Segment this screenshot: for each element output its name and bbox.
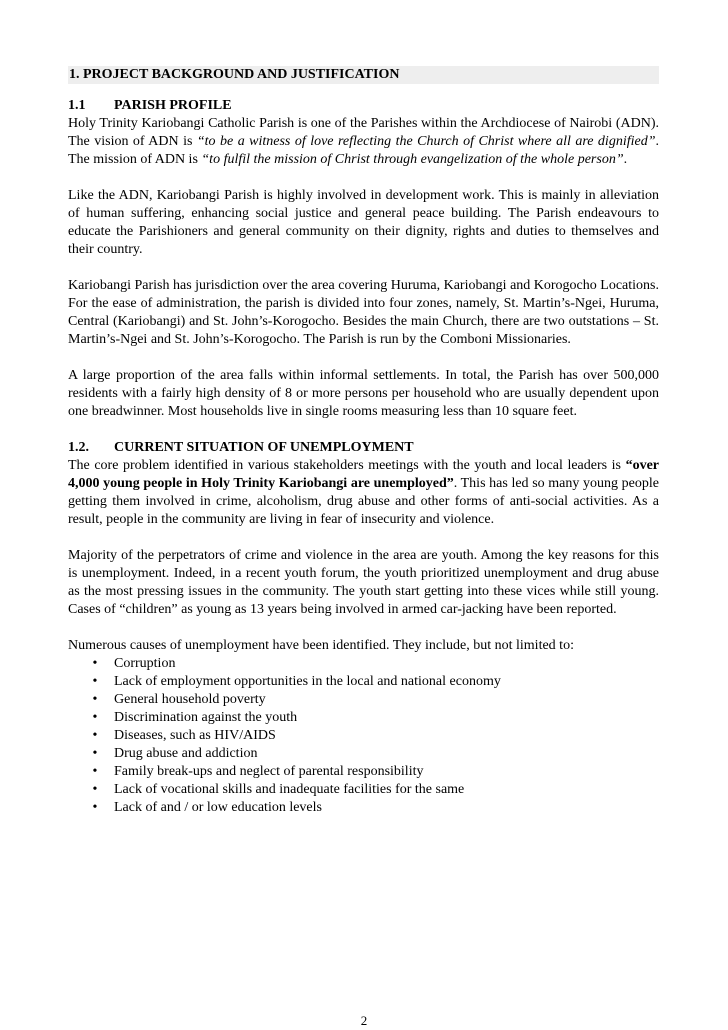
cause-list-item [88, 763, 659, 781]
unemployment-paragraph-3: Numerous causes of unemployment have been identified. They include, but not limited to: [68, 638, 574, 653]
bullet-icon: • [92, 692, 98, 707]
parish-profile-heading [68, 97, 659, 115]
u1-text-b: . This has led so many young people getting them involved in crime, alcoholism, drug abuse and other forms of anti-social activities. As a result, people in the community are living in fear of insecurity and violence. [68, 476, 659, 527]
bullet-icon: • [92, 764, 98, 779]
unemployment-heading [68, 439, 659, 457]
cause-text: Lack of vocational skills and inadequate facilities for the same [114, 782, 465, 797]
parish-profile-number: 1.1 [68, 98, 86, 113]
cause-text: Lack of employment opportunities in the local and national economy [114, 674, 501, 689]
parish-profile-paragraph-3: Kariobangi Parish has jurisdiction over the area covering Huruma, Kariobangi and Korogocho Locations. For the ease of administration, the parish is divided into four zones, namely, St. Martin’s-Ngei, Huruma, Central (Kariobangi) and St. John’s-Korogocho. Besides the main Church, there are two outstations – St. Martin’s-Ngei and St. John’s-Korogocho. The Parish is run by the Comboni Missionaries. [68, 278, 659, 347]
parish-profile-paragraph-2: Like the ADN, Kariobangi Parish is highly involved in development work. This is mainly in alleviation of human suffering, enhancing social justice and general peace building. The Parish endeavours to educate the Parishioners and general community on their dignity, rights and duties to themselves and their country. [68, 188, 659, 257]
bullet-icon: • [92, 728, 98, 743]
cause-text: Lack of and / or low education levels [114, 800, 322, 815]
cause-text: Corruption [114, 656, 176, 671]
cause-text: General household poverty [114, 692, 266, 707]
cause-text: Discrimination against the youth [114, 710, 298, 725]
p1-text-a: Holy Trinity Kariobangi Catholic Parish is one of the Parishes within the Archdiocese of Nairobi (ADN). The vision of ADN is [68, 116, 659, 149]
causes-list [68, 655, 659, 817]
parish-profile-paragraph-1 [68, 115, 659, 169]
parish-profile-title: PARISH PROFILE [114, 98, 232, 113]
bullet-icon: • [92, 674, 98, 689]
adn-vision-quote: “to be a witness of love reflecting the Church of Christ where all are dignified” [196, 134, 656, 149]
adn-mission-quote: “to fulfil the mission of Christ through evangelization of the whole person” [201, 152, 624, 167]
page-number: 2 [360, 1013, 368, 1028]
unemployment-core-problem: “over 4,000 young people in Holy Trinity Kariobangi are unemployed” [68, 458, 659, 491]
cause-list-item [88, 745, 659, 763]
unemployment-title: CURRENT SITUATION OF UNEMPLOYMENT [114, 440, 414, 455]
bullet-icon: • [92, 782, 98, 797]
unemployment-paragraph-1 [68, 457, 659, 529]
cause-list-item [88, 727, 659, 745]
unemployment-paragraph-2: Majority of the perpetrators of crime and violence in the area are youth. Among the key reasons for this is unemployment. Indeed, in a recent youth forum, the youth prioritized unemployment and drug abuse as the most pressing issues in the community. The youth start getting into these vices while still young. Cases of “children” as young as 13 years being involved in armed car-jacking have been reported. [68, 548, 659, 617]
cause-text: Diseases, such as HIV/AIDS [114, 728, 276, 743]
p1-text-c: . [623, 152, 628, 167]
cause-list-item [88, 799, 659, 817]
parish-profile-paragraph-4: A large proportion of the area falls within informal settlements. In total, the Parish has over 500,000 residents with a fairly high density of 8 or more persons per household who are usually dependent upon one breadwinner. Most households live in single rooms measuring less than 10 square feet. [68, 368, 659, 419]
bullet-icon: • [92, 746, 98, 761]
bullet-icon: • [92, 710, 98, 725]
cause-list-item [88, 691, 659, 709]
cause-list-item [88, 673, 659, 691]
bullet-icon: • [92, 656, 98, 671]
document-page [68, 66, 659, 817]
unemployment-number: 1.2. [68, 440, 89, 455]
p1-text-b: . The mission of ADN is [68, 134, 659, 167]
bullet-icon: • [92, 800, 98, 815]
cause-list-item [88, 655, 659, 673]
cause-list-item [88, 781, 659, 799]
section-heading: 1. PROJECT BACKGROUND AND JUSTIFICATION [68, 66, 659, 84]
u1-text-a: The core problem identified in various stakeholders meetings with the youth and local leaders is [68, 458, 626, 473]
cause-list-item [88, 709, 659, 727]
cause-text: Family break-ups and neglect of parental responsibility [114, 764, 424, 779]
cause-text: Drug abuse and addiction [114, 746, 258, 761]
